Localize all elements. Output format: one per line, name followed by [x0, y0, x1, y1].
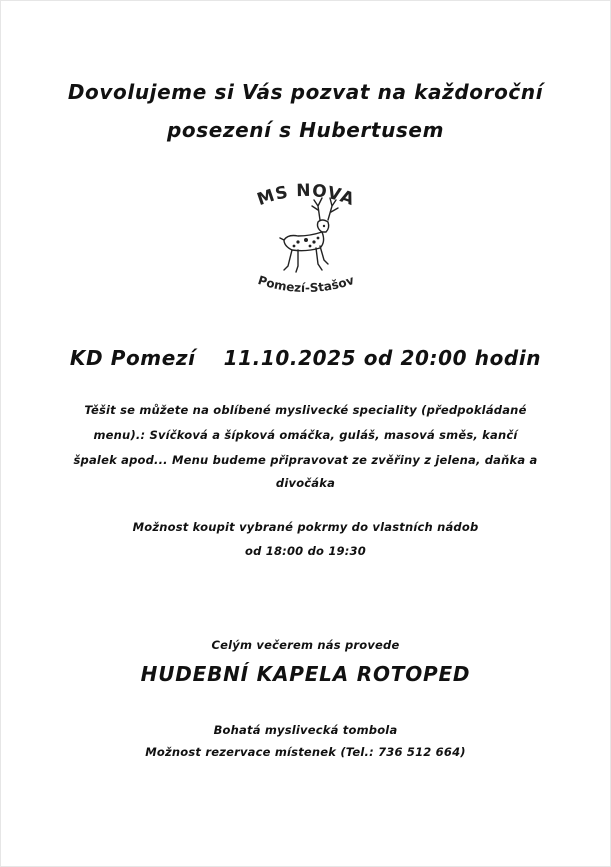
menu-text-line-4: divočáka	[275, 476, 336, 490]
menu-text-line-2: menu).: Svíčková a šípková omáčka, guláš, masová směs, kančí	[93, 428, 518, 442]
menu-text-line-1: Těšit se můžete na oblíbené myslivecké speciality (předpokládané	[84, 403, 527, 417]
invitation-title-line-2: posezení s Hubertusem	[166, 118, 445, 142]
event-datetime: 11.10.2025 od 20:00 hodin	[223, 346, 542, 370]
logo-bottom-text: Pomezí-Stašov	[256, 273, 356, 296]
deer-icon	[236, 176, 376, 306]
menu-text-line-3: špalek apod... Menu budeme připravovat ze zvěřiny z jelena, daňka a	[73, 453, 538, 467]
svg-text:MS NOVA	[255, 181, 358, 210]
logo-top-text: MS NOVA	[254, 180, 358, 211]
takeaway-line-2: od 18:00 do 19:30	[245, 544, 366, 558]
ms-nova-logo	[236, 176, 376, 306]
event-venue: KD Pomezí	[69, 346, 196, 370]
svg-text:Pomezí-Stašov	[256, 273, 356, 295]
takeaway-line-1: Možnost koupit vybrané pokrmy do vlastních nádob	[132, 520, 479, 534]
band-name: HUDEBNÍ KAPELA ROTOPED	[140, 662, 471, 686]
event-info	[0, 346, 611, 370]
tombola-text: Bohatá myslivecká tombola	[213, 723, 398, 737]
invitation-title-line-1: Dovolujeme si Vás pozvat na každoroční	[67, 80, 544, 104]
reservation-text: Možnost rezervace místenek (Tel.: 736 512 664)	[145, 745, 466, 759]
music-intro: Celým večerem nás provede	[211, 638, 400, 652]
